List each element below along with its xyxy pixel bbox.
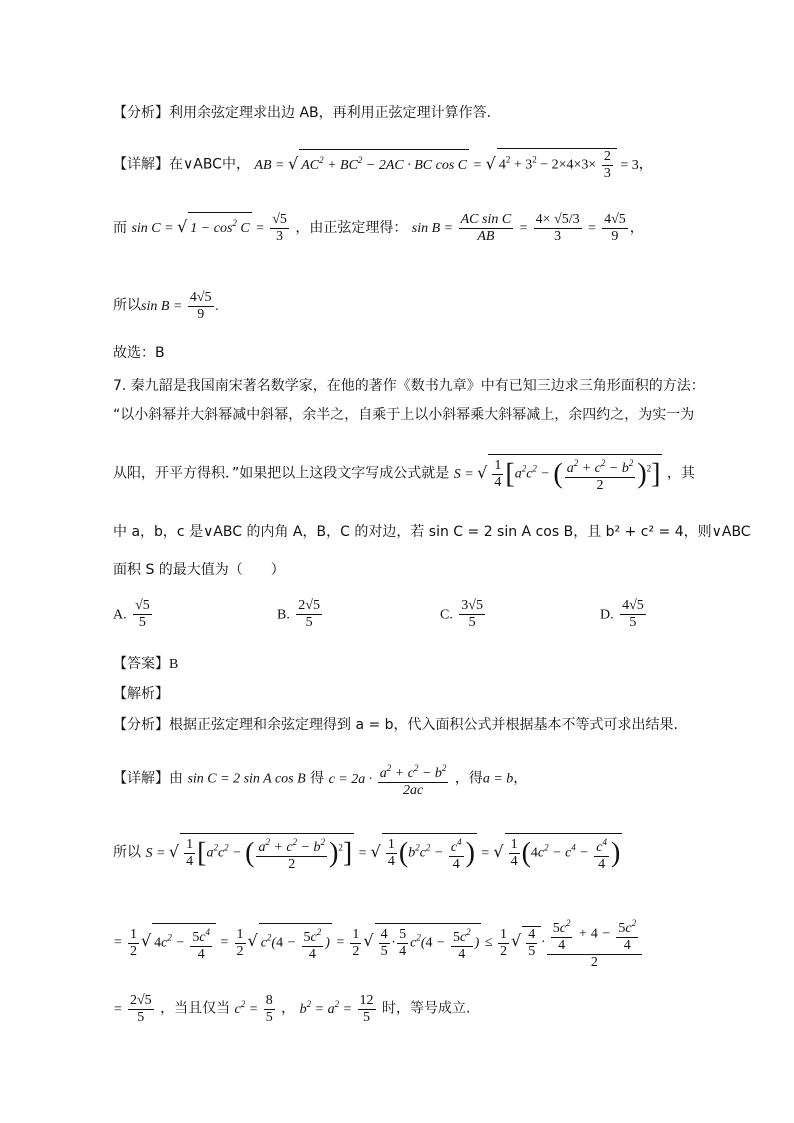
q6-detail-line: 【详解】在∨ABC中， AB = √ $AC^2 + BC^2 - 2AC$ · BC cos C = √ $4^2 + 3^2 - 2\times 4\times 3\times$ $\frac{2}{3}$ = 3， [113, 149, 653, 181]
q7-final-line: = $\frac{2√5}{5}$ ，当且仅当 $c^2$ = $\frac{8}{5}$ ， $b^2 = a^2$ = $\frac{12}{5}$ 时，等号成立. [113, 993, 471, 1025]
option-c[interactable]: C. $\frac{3√5}{5}$ [440, 598, 483, 630]
line2-mid: ，由正弦定理得： [295, 220, 408, 236]
q7-ineq-line: = $\frac{1}{2}$ √ $4c^2$ − $\frac{5c^4}{4}$ = $\frac{1}{2}$ √ $c^2(4$ − $\frac{5c^2}{4}$ ) = $\frac{1}{2}$ √ $\frac{4}{5}$ · $\frac{5}{4}$ $c^2(4$ − $\frac{5c^2}{4}$ ) ≤ $\frac{1}{2}$ √ $\frac{4}{5}$ · $\frac{5c^2}{4}$ + 4 − $\frac{5c^2}{4}$ 2 [113, 915, 644, 971]
q6-conclusion-line [113, 290, 219, 323]
analysis-text: 利用余弦定理求出边 AB，再利用正弦定理计算作答. [169, 105, 492, 121]
option-a[interactable]: A. $\frac{√5}{5}$ [113, 598, 150, 630]
q7-stem-line2: “以小斜幂并大斜幂减中斜幂，余半之，自乘于上以小斜幂乘大斜幂减上，余四约之，为实一为 [113, 407, 695, 423]
detail-label: 【详解】 [113, 156, 169, 173]
analysis-label: 【分析】 [113, 105, 169, 121]
q6-analysis-line [113, 103, 491, 123]
q7-stem-line5: 面积 S 的最大值为（ ） [113, 562, 285, 578]
q7-stem-line4: 中 a，b，c 是∨ABC 的内角 A，B，C 的对边，若 sin C = 2 sin A cos B，且 b² + c² = 4，则∨ABC [113, 524, 751, 540]
q7-stem-line3: 从阳，开平方得积．”如果把以上这段文字写成公式就是 S = √ $\frac{1}{4}$ [$a^2c^2$ − ( $\frac{a^2 + c^2 - b^2}{2}$ )$^2$] ，其 [113, 454, 695, 494]
detail-eq1: AB = √ $AC^2 + BC^2 - 2AC$ · BC cos C = √ $4^2 + 3^2 - 2\times 4\times 3\times$ $\frac{2}{3}$ = 3 [254, 149, 639, 181]
conclusion-eq: sin B = $\frac{4√5}{9}$ . [141, 290, 220, 322]
detail-eq2: sin C = √ $1 - \cos^2 C$ = $\frac{√5}{3}$ [131, 212, 287, 245]
q6-sinc-line: 而 sin C = √ $1 - \cos^2 C$ = $\frac{√5}{3}$ ，由正弦定理得： sin B = $\frac{\text{AC sin C}}{AB}$ = $\frac{4\times √5/3}{3}$ = $\frac{4√5}{9}$ ， [113, 212, 644, 245]
conclusion-prefix: 所以 [113, 297, 141, 314]
heron-formula: S = √ $\frac{1}{4}$ [$a^2c^2$ − ( $\frac{a^2 + c^2 - b^2}{2}$ )$^2$] [454, 467, 663, 482]
q7-answer-line [113, 654, 178, 675]
q7-detail-line: 【详解】由 sin C = 2 sin A cos B 得 c = 2a · $\frac{a^2 + c^2 - b^2}{2ac}$ ，得a = b， [113, 760, 527, 799]
q7-analysis-line: 【分析】根据正弦定理和余弦定理得到 a = b，代入面积公式并根据基本不等式可求出结果. [113, 717, 678, 733]
option-b[interactable]: B. $\frac{2√5}{5}$ [277, 598, 320, 630]
q7-so-line: 所以 S = √ $\frac{1}{4}$ [$a^2c^2$ − ( $\frac{a^2 + c^2 - b^2}{2}$ )$^2$] = √ $\frac{1}{4}$ ($b^2c^2$ − $\frac{c^4}{4}$ ) = √ $\frac{1}{4}$ ($4c^2 - c^4$ − $\frac{c^4}{4}$ ) [113, 833, 622, 873]
answer-value: B [169, 657, 179, 672]
q7-jiexi-label: 【解析】 [113, 686, 169, 702]
answer-label: 【答案】 [113, 656, 169, 672]
detail-eq3: sin B = $\frac{\text{AC sin C}}{AB}$ = $\frac{4\times √5/3}{3}$ = $\frac{4√5}{9}$ [411, 212, 626, 245]
q7-stem-line1: 7. 秦九韶是我国南宋著名数学家，在他的著作《数书九章》中有已知三边求三角形面积的方法： [113, 378, 705, 394]
q6-choice-line: 故选：B [113, 345, 165, 361]
detail-prefix: 在∨ABC中， [169, 156, 250, 173]
line2-prefix: 而 [113, 220, 127, 236]
option-d[interactable]: D. $\frac{4√5}{5}$ [600, 598, 644, 630]
